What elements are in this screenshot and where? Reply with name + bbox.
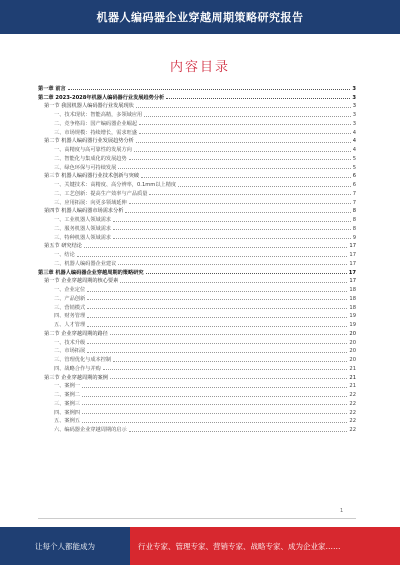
toc-entry[interactable] [38,258,356,267]
footer-right-panel [130,527,400,565]
toc-entry-label: 三、管理优化与成本控制 [54,357,112,363]
toc-leader-dots [87,317,347,318]
toc-leader-dots [166,98,350,99]
footer-left-panel [0,527,130,565]
toc-entry-label: 一、结论 [54,252,75,258]
toc-leader-dots [82,404,347,405]
toc-entry-page: 17 [349,278,356,285]
report-title: 机器人编码器企业穿越周期策略研究报告 [96,11,304,24]
toc-entry-page: 22 [349,409,356,416]
toc-entry[interactable] [38,162,356,171]
toc-entry[interactable] [38,267,356,276]
toc-entry-page: 20 [349,348,356,355]
toc-entry[interactable] [38,214,356,223]
toc-entry-label: 二、服务机器人领域需求 [54,225,112,232]
toc-entry-label: 三、市场规模：持续增长，需求旺盛 [54,129,138,136]
toc-entry[interactable] [38,101,356,110]
toc-leader-dots [120,282,347,283]
toc-entry[interactable] [38,153,356,162]
toc-entry-label: 第三节 机器人编码器行业技术创新与突破 [44,173,140,180]
toc-entry-label: 第三节 企业穿越周期的案例 [44,374,108,381]
toc-entry-label: 第一节 我国机器人编码器行业发展现状 [44,103,134,110]
toc-leader-dots [87,299,347,300]
toc-entry[interactable] [38,293,356,302]
toc-leader-dots [139,124,351,125]
toc-leader-dots [113,238,351,239]
toc-leader-dots [87,343,347,344]
toc-entry[interactable] [38,232,356,241]
toc-entry-label: 第四节 机器人编码器市场需求分析 [44,208,124,215]
toc-entry-label: 三、案例三 [54,400,80,407]
toc-entry-label: 一、技术现状：智能高精，多领域应用 [54,112,143,118]
toc-entry-label: 第三章 机器人编码器企业穿越周期的策略研究 [38,269,144,276]
footer-banner [0,527,400,565]
toc-leader-dots [113,361,347,362]
toc-leader-dots [136,142,351,143]
toc-entry[interactable] [38,276,356,285]
toc-entry[interactable] [38,319,356,328]
toc-entry-label: 四、案例四 [54,409,80,416]
toc-entry-page: 19 [349,322,356,328]
toc-entry[interactable] [38,346,356,355]
toc-entry-page: 18 [349,295,356,302]
toc-entry-label: 第二节 机器人编码器行业发展趋势分析 [44,138,134,145]
toc-entry-label: 一、企业定位 [54,287,86,293]
toc-entry-page: 21 [349,374,356,381]
toc-entry-label: 第二章 2023-2028年机器人编码器行业发展趋势分析 [38,94,165,101]
toc-entry-label: 二、智能化与集成化的发展趋势 [54,155,127,162]
toc-entry-label: 一、关键技术：高精度、高分辨率，0.1mm以上精度 [54,182,177,188]
footer-slogan-left: 让每个人都能成为 [35,541,95,551]
toc-entry[interactable] [38,372,356,381]
toc-entry-label: 第二节 企业穿越周期的路径 [44,330,108,337]
toc-entry-label: 五、人才管理 [54,322,86,328]
toc-entry-page: 20 [349,357,356,363]
toc-entry-page: 7 [352,199,356,206]
toc-leader-dots [144,116,350,117]
toc-entry-page: 22 [349,400,356,407]
toc-entry[interactable] [38,363,356,372]
toc-leader-dots [134,151,351,152]
toc-entry[interactable] [38,241,356,250]
toc-entry[interactable] [38,188,356,197]
toc-entry[interactable] [38,109,356,118]
toc-leader-dots [84,247,347,248]
toc-entry-label: 五、案例五 [54,418,80,425]
toc-entry-label: 三、营销模式 [54,304,86,311]
toc-entry[interactable] [38,223,356,232]
toc-entry[interactable] [38,407,356,416]
toc-entry[interactable] [38,311,356,320]
toc-entry-page: 21 [349,365,356,372]
toc-entry-label: 二、市场拓展 [54,348,86,355]
toc-entry[interactable] [38,144,356,153]
toc-leader-dots [129,203,351,204]
toc-entry-page: 17 [349,243,356,250]
toc-entry[interactable] [38,127,356,136]
toc-leader-dots [136,107,351,108]
toc-entry-page: 20 [349,339,356,346]
toc-entry[interactable] [38,389,356,398]
toc-entry[interactable] [38,92,356,101]
toc-leader-dots [129,431,348,432]
toc-entry-page: 17 [349,252,356,258]
toc-entry-page: 7 [352,190,356,197]
bottom-divider [38,518,356,519]
toc-leader-dots [141,177,351,178]
toc-leader-dots [103,369,348,370]
toc-entry-label: 三、特种机器人领域需求 [54,234,112,241]
toc-entry-label: 一、案例一 [54,383,80,390]
toc-leader-dots [118,168,350,169]
toc-entry-label: 第一节 企业穿越周期的核心要素 [44,278,119,285]
toc-leader-dots [77,256,348,257]
toc-leader-dots [87,326,347,327]
toc-entry-page: 6 [352,173,356,180]
toc-leader-dots [82,422,347,423]
toc-entry-label: 一、高精度与高可靠性的发展方向 [54,147,132,153]
toc-entry-page: 8 [352,208,356,215]
toc-entry-page: 8 [352,217,356,223]
toc-leader-dots [178,186,351,187]
toc-entry-page: 22 [349,392,356,398]
toc-entry-label: 二、产品创新 [54,295,86,302]
toc-entry[interactable] [38,249,356,258]
toc-leader-dots [82,413,347,414]
toc-entry-page: 18 [349,287,356,293]
toc-leader-dots [139,133,351,134]
toc-entry-label: 三、绿色环保与可持续发展 [54,164,117,171]
toc-entry[interactable] [38,424,356,433]
toc-leader-dots [87,291,347,292]
footer-slogan-right: 行业专家、管理专家、营销专家、战略专家、成为企业家…… [138,541,341,551]
toc-leader-dots [129,159,351,160]
toc-entry-label: 第五节 研究结论 [44,243,82,250]
toc-leader-dots [87,308,347,309]
toc-entry-page: 3 [352,103,356,110]
toc-entry-page: 18 [349,304,356,311]
toc-entry-label: 一、技术升级 [54,339,86,346]
toc-entry-page: 8 [352,225,356,232]
toc-entry[interactable] [38,398,356,407]
report-header [0,0,400,34]
toc-entry-page: 9 [352,234,356,241]
toc-entry[interactable] [38,354,356,363]
toc-leader-dots [118,264,347,265]
toc-entry-page: 21 [349,383,356,390]
toc-entry-label: 二、竞争格局：国产编码器企业崛起 [54,120,138,127]
toc-entry[interactable] [38,284,356,293]
toc-entry[interactable] [38,136,356,145]
toc-entry[interactable] [38,206,356,215]
toc-entry-page: 4 [352,138,356,145]
toc-entry-page: 6 [352,182,356,188]
toc-entry-label: 二、案例二 [54,392,80,398]
toc-entry-page: 4 [352,129,356,136]
toc-entry-label: 第一章 前言 [38,85,66,92]
toc-entry[interactable] [38,83,356,92]
toc-leader-dots [68,89,351,90]
toc-entry-page: 3 [352,112,356,118]
toc-leader-dots [125,212,350,213]
toc-leader-dots [87,352,347,353]
toc-entry-page: 17 [349,260,356,267]
toc-entry-page: 22 [349,418,356,425]
table-of-contents [38,83,356,433]
toc-entry-page: 3 [352,120,356,127]
toc-entry-label: 二、工艺创新：提高生产效率与产品质量 [54,190,148,197]
toc-entry-label: 四、战略合作与并购 [54,365,101,372]
toc-entry[interactable] [38,416,356,425]
toc-leader-dots [113,229,351,230]
toc-leader-dots [113,221,351,222]
page-number: 1 [340,508,344,514]
toc-entry-page: 5 [352,164,356,171]
toc-entry[interactable] [38,337,356,346]
toc-leader-dots [82,387,347,388]
toc-entry-page: 3 [352,85,356,92]
toc-entry[interactable] [38,328,356,337]
toc-entry-page: 5 [352,155,356,162]
toc-entry[interactable] [38,179,356,188]
toc-entry-page: 3 [352,94,356,101]
toc-entry-label: 四、财务管理 [54,313,86,320]
toc-entry-label: 六、编码器企业穿越周期的启示 [54,427,127,433]
toc-entry[interactable] [38,197,356,206]
toc-entry-page: 4 [352,147,356,153]
toc-entry-label: 二、机器人编码器企业建议 [54,260,117,267]
toc-leader-dots [82,396,347,397]
toc-entry[interactable] [38,381,356,390]
toc-leader-dots [110,378,347,379]
toc-entry-page: 20 [349,330,356,337]
toc-entry[interactable] [38,118,356,127]
toc-entry-label: 三、应用拓展：向更多领域延伸 [54,199,127,206]
toc-leader-dots [110,334,347,335]
toc-leader-dots [146,273,347,274]
toc-entry-label: 一、工业机器人领域需求 [54,217,112,223]
toc-entry-page: 19 [349,313,356,320]
toc-entry[interactable] [38,171,356,180]
toc-entry[interactable] [38,302,356,311]
toc-leader-dots [149,194,350,195]
toc-entry-page: 17 [348,269,356,276]
toc-entry-page: 22 [349,427,356,433]
toc-heading: 内容目录 [169,60,230,75]
